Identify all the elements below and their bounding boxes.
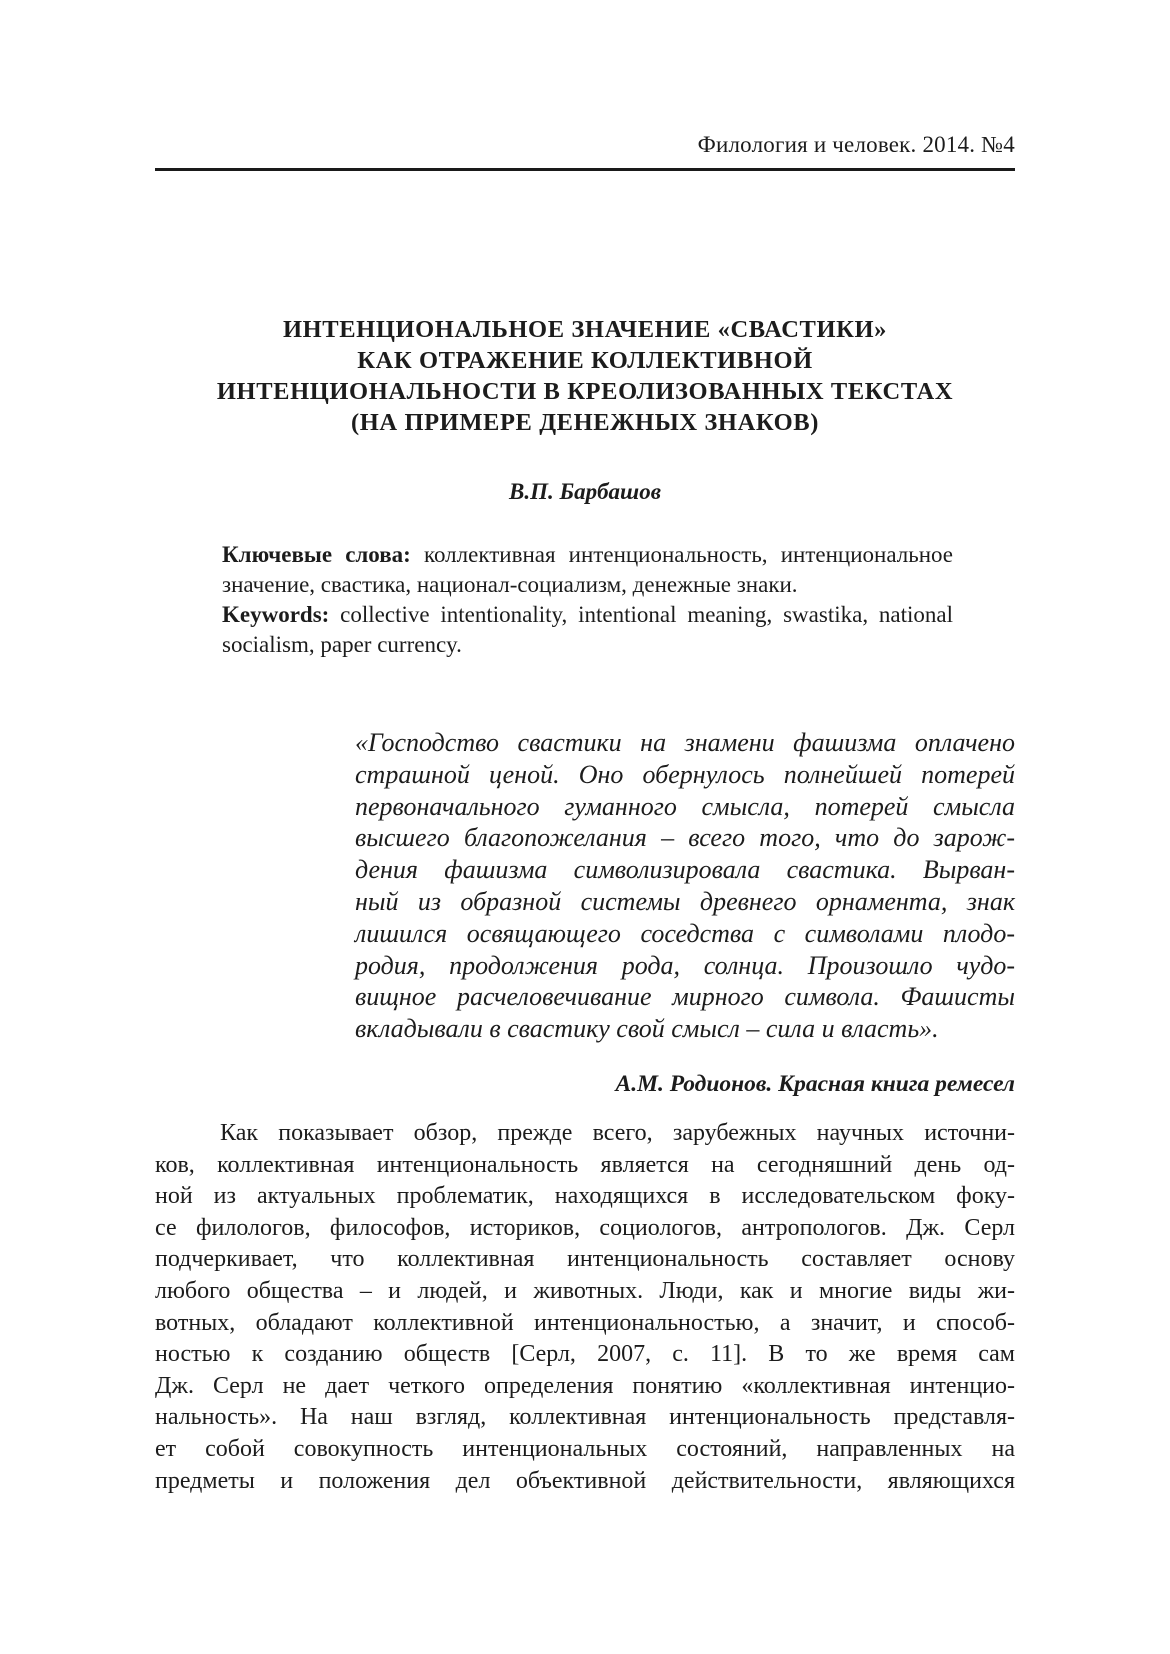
epigraph-line: «Господство свастики на знамени фашизма оплачено	[355, 728, 1015, 757]
body-line: Как показывает обзор, прежде всего, зарубежных научных источни-	[220, 1120, 1015, 1146]
body-line: ной из актуальных проблематик, находящихся в исследовательском фоку-	[155, 1183, 1015, 1210]
epigraph-line: родия, продолжения рода, солнца. Произошло чудо-	[355, 950, 1015, 980]
epigraph-line: дения фашизма символизировала свастика. Вырван-	[355, 855, 1015, 885]
keywords-en-text: collective intentionality, intentional meaning, swastika, national socialism, paper currency.	[222, 602, 953, 657]
title-line: ИНТЕНЦИОНАЛЬНОСТИ В КРЕОЛИЗОВАННЫХ ТЕКСТАХ	[216, 378, 954, 405]
body-line: подчеркивает, что коллективная интенциональность составляет основу	[155, 1246, 1015, 1273]
body-line: ет собой совокупность интенциональных состояний, направленных на	[155, 1435, 1015, 1462]
epigraph-line: лишился освящающего соседства с символами плодо-	[355, 918, 1015, 948]
keywords-en-label: Keywords:	[222, 602, 330, 627]
epigraph-line: страшной ценой. Оно обернулось полнейшей потерей	[355, 759, 1015, 789]
body-line: се филологов, философов, историков, социологов, антропологов. Дж. Серл	[155, 1214, 1015, 1241]
epigraph-source: А.М. Родионов. Красная книга ремесел	[615, 1071, 1015, 1097]
epigraph-line: ный из образной системы древнего орнамента, знак	[355, 886, 1015, 916]
keywords-ru-label: Ключевые слова:	[222, 542, 411, 567]
epigraph	[355, 727, 1015, 1045]
body-line: предметы и положения дел объективной действительности, являющихся	[155, 1467, 1015, 1494]
author: В.П. Барбашов	[508, 479, 661, 504]
epigraph-line: первоначального гуманного смысла, потерей смысла	[355, 791, 1015, 821]
epigraph-line: вкладывали в свастику свой смысл – сила и власть».	[355, 1014, 939, 1044]
body-line: ностью к созданию обществ [Серл, 2007, с. 11]. В то же время сам	[155, 1341, 1015, 1368]
keywords-en	[222, 600, 953, 660]
keywords-ru-text: коллективная интенциональность, интенциональное значение, свастика, национал-социализм, денежные знаки.	[222, 542, 953, 597]
article-title	[155, 314, 1015, 438]
body-line: вотных, обладают коллективной интенциональностью, а значит, и способ-	[155, 1309, 1015, 1336]
body-line: любого общества – и людей, и животных. Люди, как и многие виды жи-	[155, 1277, 1015, 1304]
body-paragraph	[155, 1118, 1015, 1497]
keywords-ru	[222, 540, 953, 600]
title-line: КАК ОТРАЖЕНИЕ КОЛЛЕКТИВНОЙ	[357, 347, 813, 374]
body-line: нальность». На наш взгляд, коллективная интенциональность представля-	[155, 1404, 1015, 1431]
epigraph-line: вищное расчеловечивание мирного символа. Фашисты	[355, 982, 1015, 1012]
epigraph-line: высшего благопожелания – всего того, что до зарож-	[355, 823, 1015, 853]
running-head: Филология и человек. 2014. №4	[697, 132, 1015, 157]
title-line: ИНТЕНЦИОНАЛЬНОЕ ЗНАЧЕНИЕ «СВАСТИКИ»	[282, 316, 888, 343]
title-line: (НА ПРИМЕРЕ ДЕНЕЖНЫХ ЗНАКОВ)	[351, 409, 819, 436]
body-line: Дж. Серл не дает четкого определения понятию «коллективная интенцио-	[155, 1372, 1015, 1399]
body-line: ков, коллективная интенциональность является на сегодняшний день од-	[155, 1151, 1015, 1178]
header-rule	[155, 168, 1015, 171]
keywords-block	[222, 540, 953, 660]
